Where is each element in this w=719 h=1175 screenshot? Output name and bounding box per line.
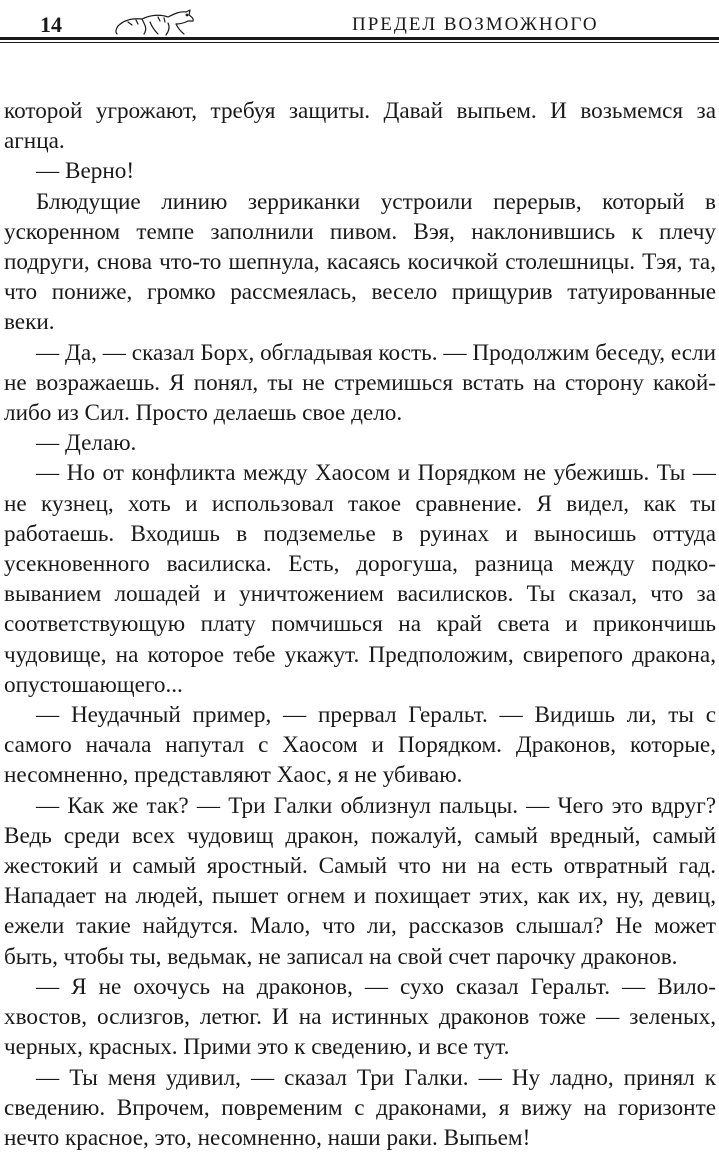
- wolf-icon: [114, 6, 196, 38]
- paragraph: — Как же так? — Три Галки облизнул пальцы. — Чего это вдруг? Ведь среди всех чудовищ дракон, пожалуй, самый вредный, самый жестокий и самый яростный. Самый что ни на есть отвратный гад. Нападает на людей, пышет огнем и похищает этих, как их, ну, девиц, ежели такие найдутся. Мало, что ли, рассказов слышал? Не может быть, чтобы ты, ведьмак, не записал на свой счет парочку драконов.: [4, 792, 716, 970]
- paragraph: — Ты меня удивил, — сказал Три Галки. — Ну ладно, принял к сведению. Впрочем, повременим с драконами, я вижу на горизонте нечто красное, это, несомненно, наши раки. Выпьем!: [4, 1064, 716, 1151]
- running-title: ПРЕДЕЛ ВОЗМОЖНОГО: [352, 14, 599, 35]
- header-rule-thin: [0, 42, 719, 43]
- page-number: 14: [40, 12, 62, 37]
- header-rule-thick: [0, 37, 719, 40]
- paragraph: — Я не охочусь на драконов, — сухо сказал Геральт. — Вилохвостов, ослизгов, летюг. И на истинных драконов тоже — зеленых, черных, красных. Прими это к сведению, и все тут.: [4, 973, 716, 1061]
- paragraph: — Верно!: [36, 158, 135, 185]
- paragraph: Блюдущие линию зерриканки устроили перерыв, который в ускоренном темпе заполнили пивом. Вэя, наклонившись к плечу подруги, снова что-то шепнула, касаясь косичкой столешницы. Тэя, та, что пониже, громко рассмеялась, весело прищурив татуированные веки.: [4, 188, 716, 336]
- paragraph: — Да, — сказал Борх, обгладывая кость. — Продолжим беседу, если не возражаешь. Я понял, ты не стремишься встать на сторону какой-либо из Сил. Просто делаешь свое дело.: [4, 339, 716, 427]
- body-text: [4, 96, 716, 1153]
- paragraph: — Делаю.: [36, 430, 137, 457]
- paragraph: которой угрожают, требуя защиты. Давай выпьем. И возьмемся за агнца.: [4, 98, 716, 155]
- paragraph: — Неудачный пример, — прервал Геральт. — Видишь ли, ты с самого начала напутал с Хаосом и Порядком. Драконов, которые, несомненно, представляют Хаос, я не убиваю.: [4, 702, 716, 789]
- paragraph: — Но от конфликта между Хаосом и Порядком не убежишь. Ты — не кузнец, хоть и использовал такое сравнение. Я видел, как ты работаешь. Входишь в подземелье в руинах и выносишь оттуда усекновенного василиска. Есть, дорогуша, разница между подковыванием лошадей и уничтожением василисков. Ты сказал, что за соответствующую плату помчишься на край света и прикончишь чудовище, на которое тебе укажут. Предположим, свирепого дракона, опустошающего...: [4, 460, 716, 698]
- page-header: [0, 0, 719, 46]
